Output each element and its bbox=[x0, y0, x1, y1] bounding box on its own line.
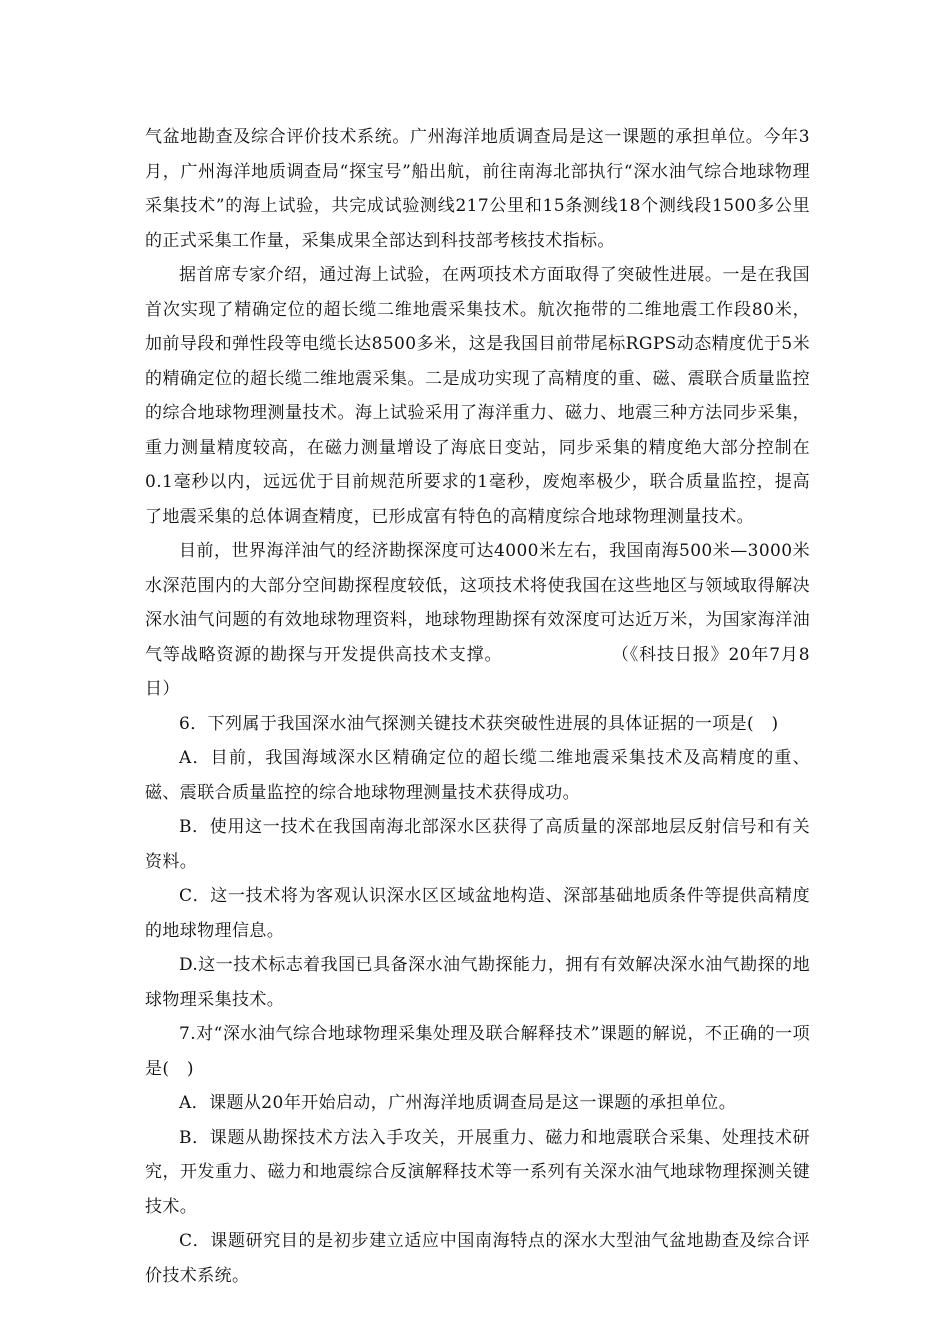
article-paragraph-3 bbox=[145, 534, 810, 707]
article-paragraph-3-text: 目前，世界海洋油气的经济勘探深度可达4000米左右，我国南海500米—3000米水深范围内的大部分空间勘探程度较低，这项技术将使我国在这些地区与领域取得解决深水油气问题的有效地球物理资料，地球物理勘探有效深度可达近万米，为国家海洋油气等战略资源的勘探与开发提供高技术支撑。 bbox=[145, 541, 810, 665]
question-6-stem: 6．下列属于我国深水油气探测关键技术获突破性进展的具体证据的一项是( ) bbox=[179, 713, 779, 734]
question-6-option-b: B．使用这一技术在我国南海北部深水区获得了高质量的深部地层反射信号和有关资料。 bbox=[145, 817, 810, 872]
article-paragraph-2: 据首席专家介绍，通过海上试验，在两项技术方面取得了突破性进展。一是在我国首次实现了精确定位的超长缆二维地震采集技术。航次拖带的二维地震工作段80米，加前导段和弹性段等电缆长达8500多米，这是我国目前带尾标RGPS动态精度优于5米的精确定位的超长缆二维地震采集。二是成功实现了高精度的重、磁、震联合质量监控的综合地球物理测量技术。海上试验采用了海洋重力、磁力、地震三种方法同步采集，重力测量精度较高，在磁力测量增设了海底日变站，同步采集的精度绝大部分控制在0.1毫秒以内，远远优于目前规范所要求的1毫秒，废炮率极少，联合质量监控，提高了地震采集的总体调查精度，已形成富有特色的高精度综合地球物理测量技术。 bbox=[145, 265, 810, 527]
question-7-stem: 7.对“深水油气综合地球物理采集处理及联合解释技术”课题的解说，不正确的一项是( ) bbox=[145, 1024, 810, 1079]
question-7-option-a: A．课题从20年开始启动，广州海洋地质调查局是这一课题的承担单位。 bbox=[179, 1093, 737, 1113]
question-7-option-c: C．课题研究目的是初步建立适应中国南海特点的深水大型油气盆地勘查及综合评价技术系统。 bbox=[145, 1231, 810, 1286]
question-6-option-c: C．这一技术将为客观认识深水区区域盆地构造、深部基础地质条件等提供高精度的地球物理信息。 bbox=[145, 886, 810, 941]
article-source: （《科技日报》20年7月8日） bbox=[145, 644, 810, 699]
document-page bbox=[145, 120, 810, 1293]
article-paragraph-1: 气盆地勘查及综合评价技术系统。广州海洋地质调查局是这一课题的承担单位。今年3月，广州海洋地质调查局“探宝号”船出航，前往南海北部执行“深水油气综合地球物理采集技术”的海上试验，共完成试验测线217公里和15条测线18个测线段1500多公里的正式采集工作量，采集成果全部达到科技部考核技术指标。 bbox=[145, 127, 810, 251]
question-6-option-d: D.这一技术标志着我国已具备深水油气勘探能力，拥有有效解决深水油气勘探的地球物理采集技术。 bbox=[145, 955, 810, 1010]
question-7-option-b: B．课题从勘探技术方法入手攻关，开展重力、磁力和地震联合采集、处理技术研究，开发重力、磁力和地震综合反演解释技术等一系列有关深水油气地球物理探测关键技术。 bbox=[145, 1127, 810, 1217]
question-6-option-a: A．目前，我国海域深水区精确定位的超长缆二维地震采集技术及高精度的重、磁、震联合质量监控的综合地球物理测量技术获得成功。 bbox=[145, 748, 810, 803]
